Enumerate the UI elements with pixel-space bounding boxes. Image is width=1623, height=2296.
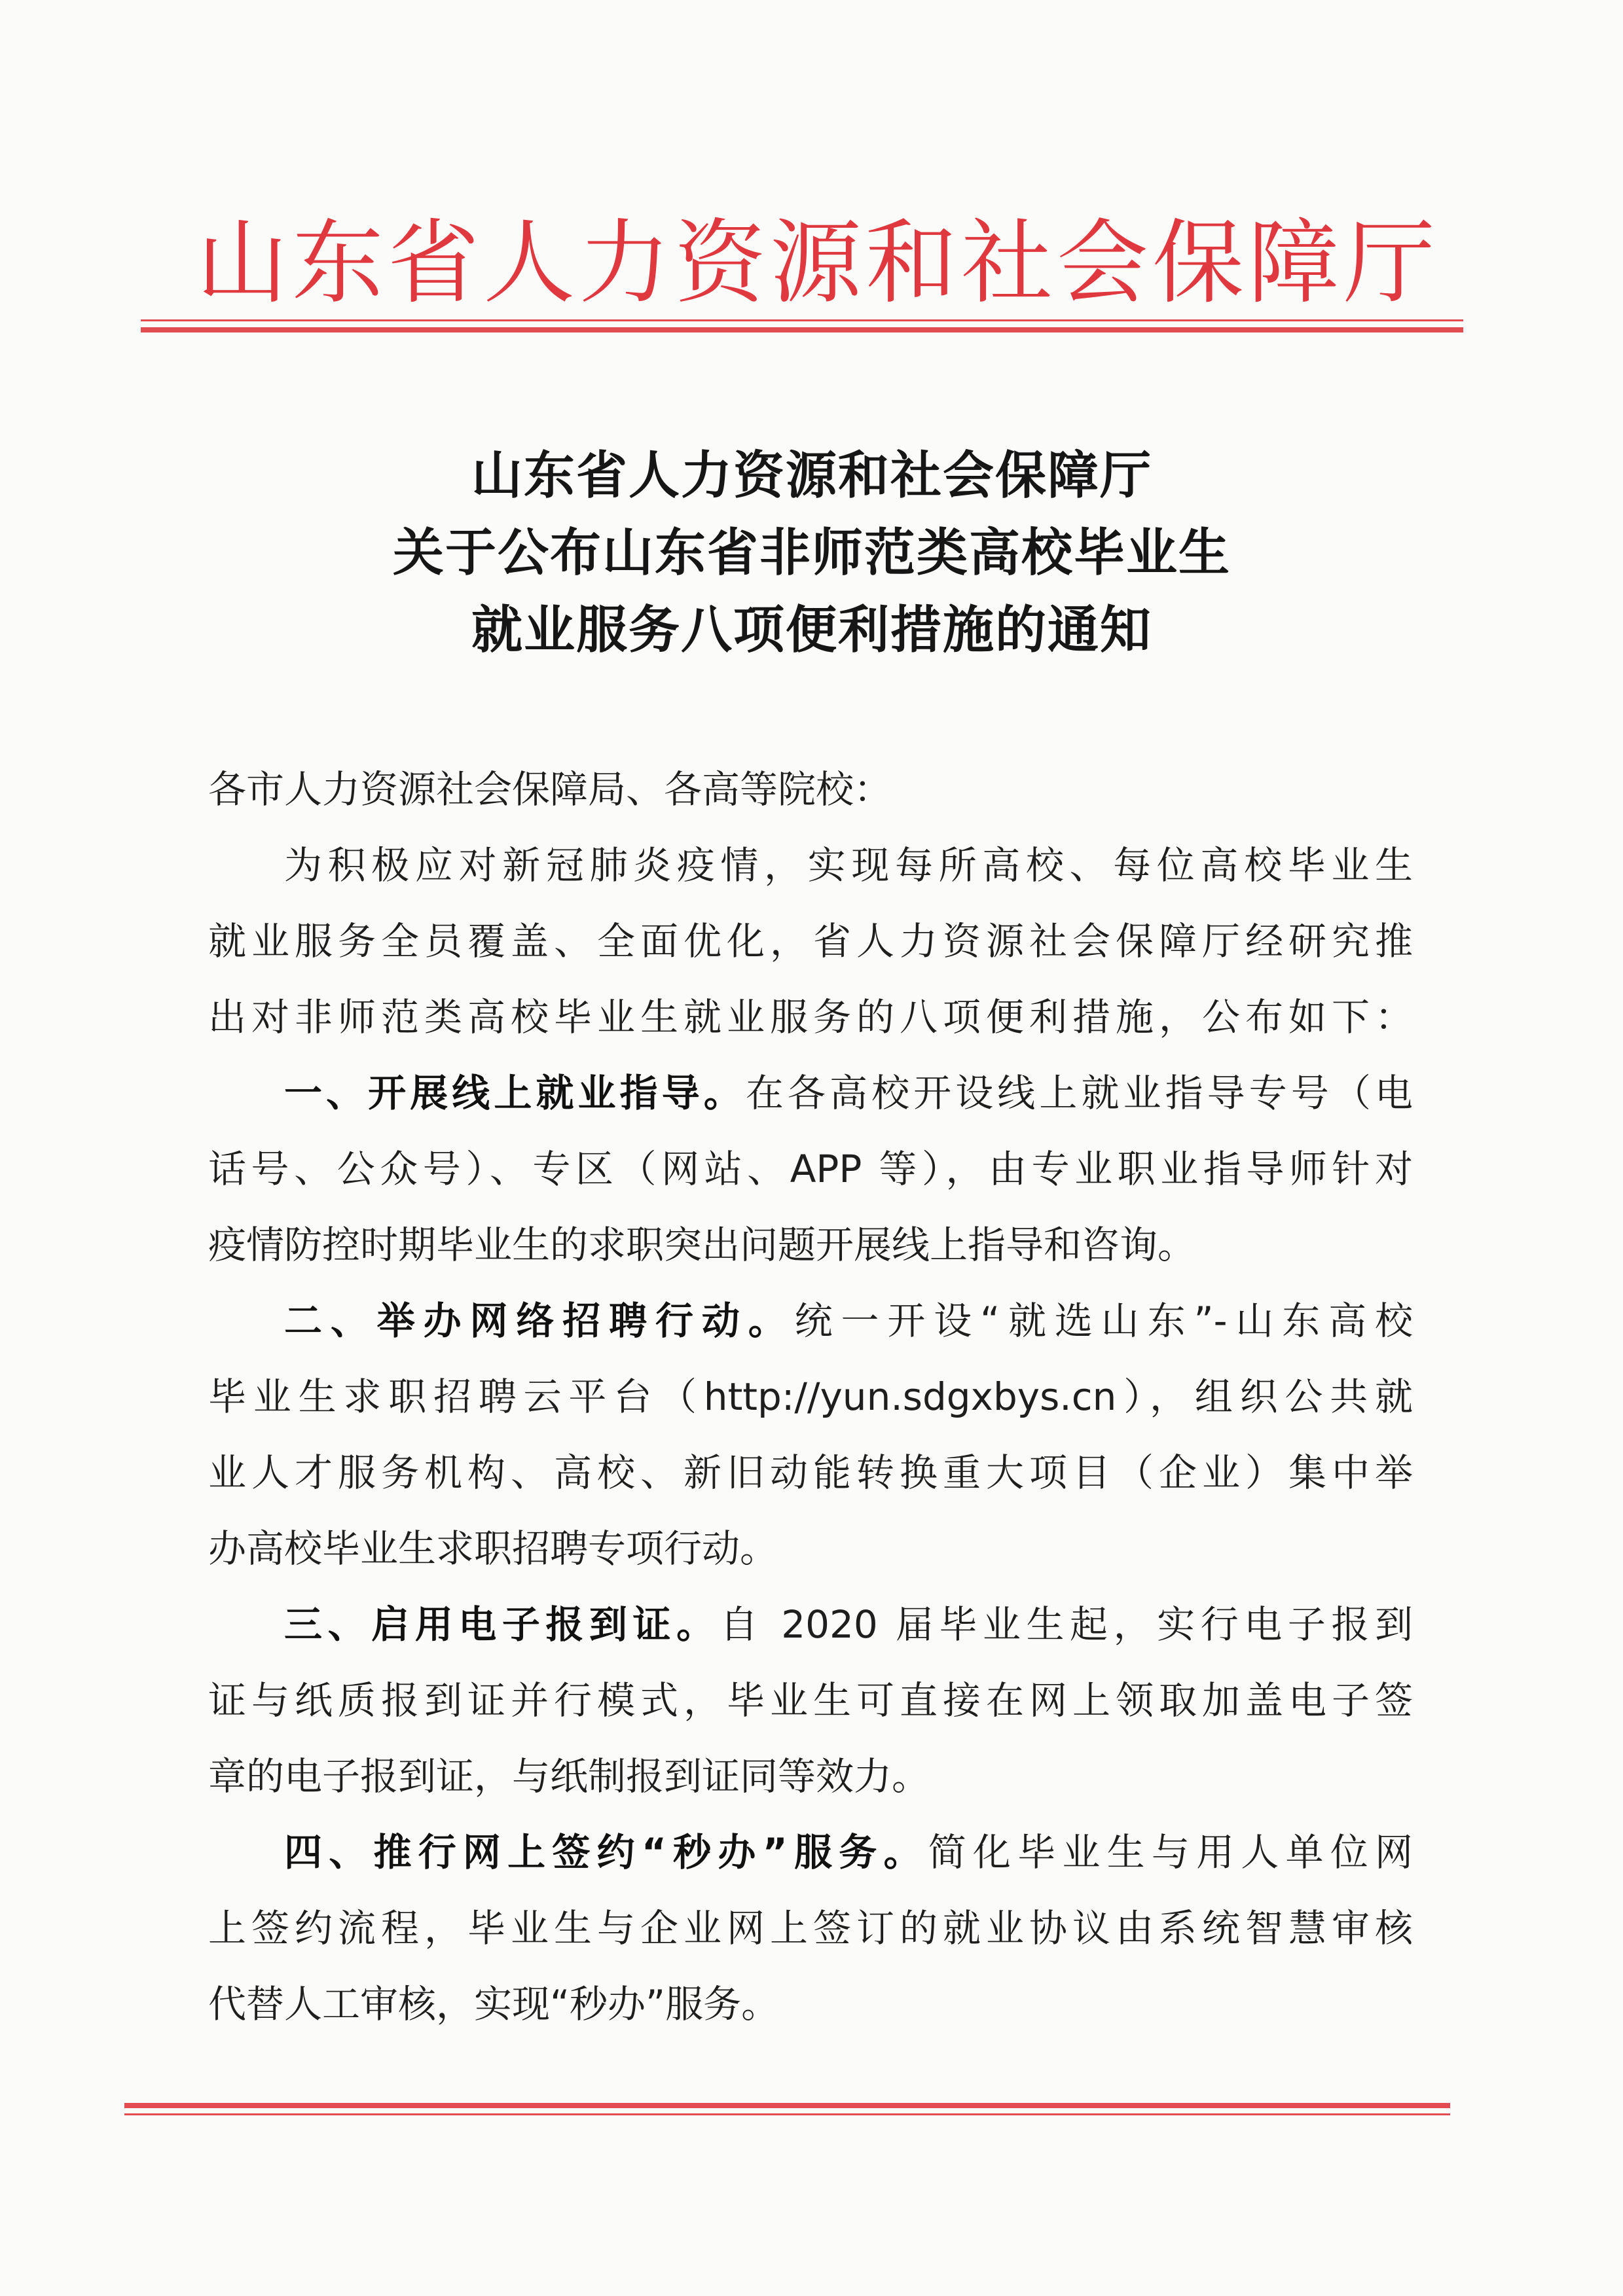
item-3-line-2: 证与纸质报到证并行模式，毕业生可直接在网上领取加盖电子签 bbox=[208, 1678, 1413, 1723]
title-line-2: 关于公布山东省非师范类高校毕业生 bbox=[392, 523, 1231, 583]
header-rule-thin bbox=[141, 319, 1463, 321]
title-line-3: 就业服务八项便利措施的通知 bbox=[471, 600, 1152, 660]
item-2-line-4: 办高校毕业生求职招聘专项行动。 bbox=[208, 1526, 778, 1571]
item-4-line-1 bbox=[208, 1814, 1413, 1890]
item-2-line-1 bbox=[208, 1283, 1413, 1359]
title-line-1: 山东省人力资源和社会保障厅 bbox=[471, 446, 1152, 505]
item-1-line-2: 话号、公众号）、专区（网站、APP 等），由专业职业指导师针对 bbox=[208, 1147, 1413, 1191]
item-4-line-1-text: 简化毕业生与用人单位网 bbox=[928, 1830, 1413, 1874]
salutation: 各市人力资源社会保障局、各高等院校： bbox=[208, 767, 892, 812]
item-1-line-3: 疫情防控时期毕业生的求职突出问题开展线上指导和咨询。 bbox=[208, 1223, 1196, 1267]
item-3-line-1-text: 自 2020 届毕业生起，实行电子报到 bbox=[720, 1602, 1413, 1647]
item-2-line-2: 毕业生求职招聘云平台（http://yun.sdgxbys.cn），组织公共就 bbox=[208, 1374, 1413, 1419]
item-4-heading: 四、推行网上签约“秒办”服务。 bbox=[284, 1830, 928, 1874]
item-3-line-3: 章的电子报到证，与纸制报到证同等效力。 bbox=[208, 1754, 930, 1799]
item-2-line-1-text: 统一开设“就选山东”-山东高校 bbox=[794, 1299, 1413, 1343]
item-2-paragraph bbox=[208, 1283, 1413, 1587]
item-4-line-2: 上签约流程，毕业生与企业网上签订的就业协议由系统智慧审核 bbox=[208, 1906, 1413, 1950]
item-3-heading: 三、启用电子报到证。 bbox=[284, 1602, 720, 1647]
item-4-paragraph bbox=[208, 1814, 1413, 2042]
document-body bbox=[208, 751, 1413, 2042]
item-1-line-1 bbox=[208, 1055, 1413, 1131]
footer-rule-thin bbox=[124, 2113, 1450, 2115]
item-1-paragraph bbox=[208, 1055, 1413, 1283]
item-3-line-1 bbox=[208, 1587, 1413, 1662]
item-2-heading: 二、举办网络招聘行动。 bbox=[284, 1299, 795, 1343]
item-1-line-1-text: 在各高校开设线上就业指导专号（电 bbox=[745, 1071, 1413, 1115]
item-2-line-3: 业人才服务机构、高校、新旧动能转换重大项目（企业）集中举 bbox=[208, 1450, 1413, 1495]
intro-line-3: 出对非师范类高校毕业生就业服务的八项便利措施，公布如下： bbox=[208, 995, 1413, 1039]
header-rule-thick bbox=[141, 327, 1463, 332]
item-4-line-3: 代替人工审核，实现“秒办”服务。 bbox=[208, 1982, 780, 2026]
item-3-paragraph bbox=[208, 1587, 1413, 1814]
org-letterhead: 山东省人力资源和社会保障厅 bbox=[196, 210, 1440, 317]
item-1-heading: 一、开展线上就业指导。 bbox=[284, 1071, 746, 1115]
intro-paragraph bbox=[208, 827, 1413, 1055]
intro-line-2: 就业服务全员覆盖、全面优化，省人力资源社会保障厅经研究推 bbox=[208, 919, 1413, 963]
intro-line-1: 为积极应对新冠肺炎疫情，实现每所高校、每位高校毕业生 bbox=[284, 843, 1413, 888]
document-title bbox=[196, 437, 1427, 669]
footer-rule-thick bbox=[124, 2103, 1450, 2108]
